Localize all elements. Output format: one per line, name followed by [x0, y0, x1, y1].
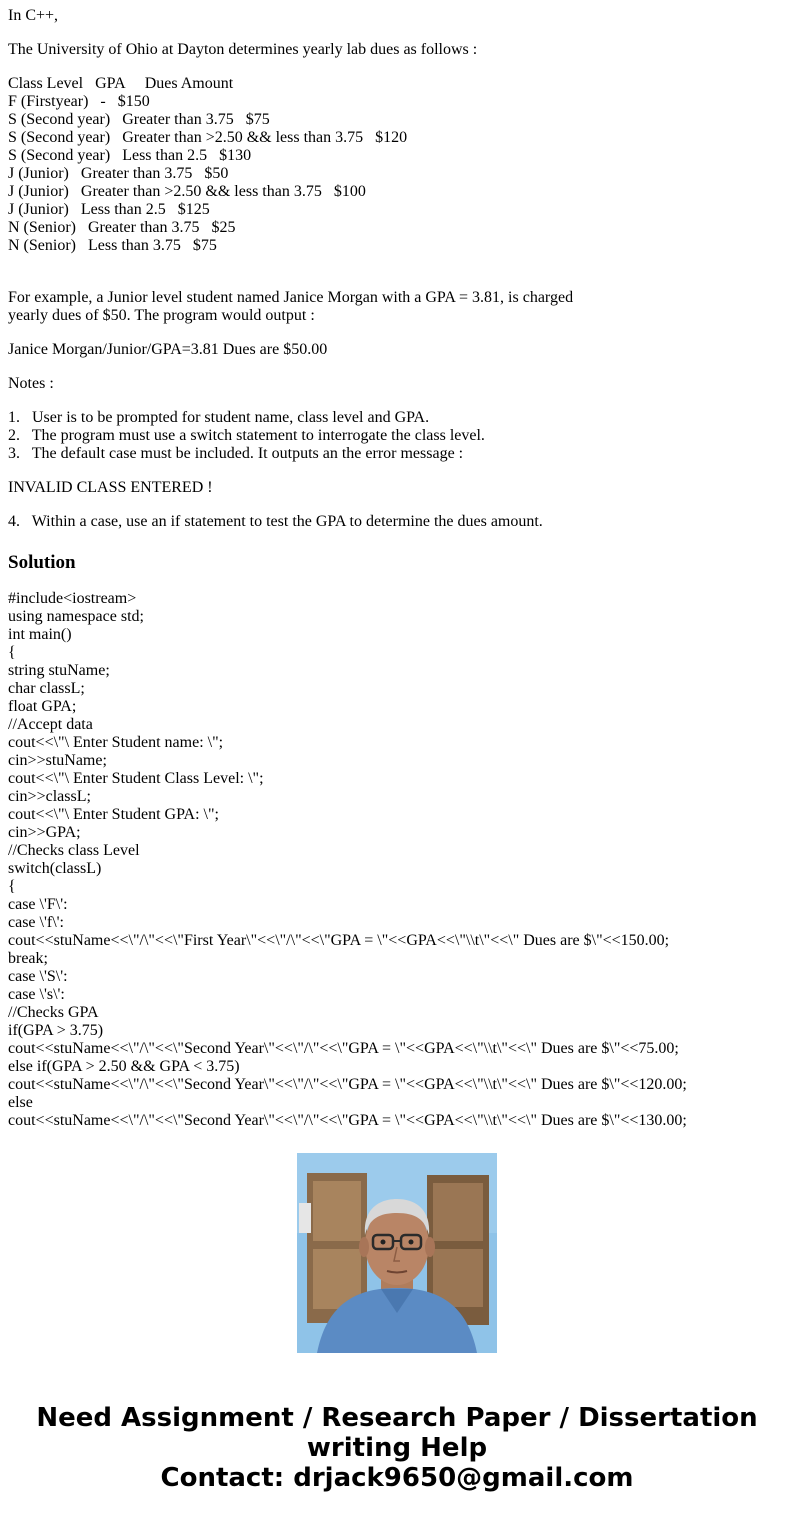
- table-line: S (Second year) Greater than 3.75 $75: [8, 111, 270, 128]
- note-item: 1. User is to be prompted for student name, class level and GPA.: [8, 409, 430, 426]
- example-paragraph: [8, 289, 788, 325]
- table-line: S (Second year) Less than 2.5 $130: [8, 147, 252, 164]
- example-output: Janice Morgan/Junior/GPA=3.81 Dues are $50.00: [8, 341, 328, 358]
- table-line: J (Junior) Greater than >2.50 && less than 3.75 $100: [8, 183, 366, 200]
- code-line: cin>>stuName;: [8, 752, 107, 769]
- table-line: J (Junior) Greater than 3.75 $50: [8, 165, 229, 182]
- code-line: cin>>GPA;: [8, 824, 81, 841]
- solution-heading: Solution: [8, 552, 76, 573]
- table-line: Class Level GPA Dues Amount: [8, 75, 234, 92]
- note-4: 4. Within a case, use an if statement to test the GPA to determine the dues amount.: [8, 513, 543, 530]
- code-line: string stuName;: [8, 662, 110, 679]
- code-line: switch(classL): [8, 860, 102, 877]
- table-line: S (Second year) Greater than >2.50 && less than 3.75 $120: [8, 129, 408, 146]
- note-item: 2. The program must use a switch statement to interrogate the class level.: [8, 427, 485, 444]
- code-line: {: [8, 878, 16, 895]
- code-line: #include<iostream>: [8, 590, 137, 607]
- code-line: if(GPA > 3.75): [8, 1022, 104, 1039]
- code-line: using namespace std;: [8, 608, 144, 625]
- notes-list: [8, 409, 788, 463]
- code-line: {: [8, 644, 16, 661]
- table-line: N (Senior) Less than 3.75 $75: [8, 237, 217, 254]
- code-line: cout<<\"\ Enter Student GPA: \";: [8, 806, 219, 823]
- code-line: else: [8, 1094, 33, 1111]
- code-line: cout<<stuName<<\"/\"<<\"Second Year\"<<\"/\"<<\"GPA = \"<<GPA<<\"\\t\"<<\" Dues are $\"<<75.00;: [8, 1040, 679, 1057]
- spacer: [8, 271, 788, 289]
- example-line: yearly dues of $50. The program would output :: [8, 307, 315, 324]
- table-line: J (Junior) Less than 2.5 $125: [8, 201, 210, 218]
- error-message: INVALID CLASS ENTERED !: [8, 479, 213, 496]
- code-line: int main(): [8, 626, 72, 643]
- code-line: case \'F\':: [8, 896, 68, 913]
- promo-contact: Contact: drjack9650@gmail.com: [160, 1463, 634, 1493]
- intro-text: In C++,: [8, 7, 59, 24]
- promo-banner: [0, 1403, 794, 1493]
- main-content: [8, 7, 788, 1129]
- note-item: 3. The default case must be included. It outputs an the error message :: [8, 445, 464, 462]
- problem-description: The University of Ohio at Dayton determines yearly lab dues as follows :: [8, 41, 478, 58]
- code-line: break;: [8, 950, 48, 967]
- solution-code: [8, 590, 788, 1129]
- code-line: cout<<\"\ Enter Student Class Level: \";: [8, 770, 264, 787]
- code-line: char classL;: [8, 680, 85, 697]
- code-line: cin>>classL;: [8, 788, 91, 805]
- code-line: float GPA;: [8, 698, 77, 715]
- code-line: cout<<stuName<<\"/\"<<\"Second Year\"<<\"/\"<<\"GPA = \"<<GPA<<\"\\t\"<<\" Dues are $\"<<130.00;: [8, 1112, 687, 1129]
- code-line: case \'s\':: [8, 986, 65, 1003]
- example-line: For example, a Junior level student named Janice Morgan with a GPA = 3.81, is charged: [8, 289, 574, 306]
- code-line: case \'f\':: [8, 914, 64, 931]
- code-line: cout<<stuName<<\"/\"<<\"First Year\"<<\"/\"<<\"GPA = \"<<GPA<<\"\\t\"<<\" Dues are $\"<<150.00;: [8, 932, 670, 949]
- code-line: //Checks GPA: [8, 1004, 99, 1021]
- notes-title: Notes :: [8, 375, 54, 392]
- code-line: //Accept data: [8, 716, 93, 733]
- code-line: //Checks class Level: [8, 842, 140, 859]
- table-line: N (Senior) Greater than 3.75 $25: [8, 219, 236, 236]
- author-avatar: [297, 1153, 497, 1353]
- promo-line-2: writing Help: [306, 1433, 488, 1463]
- table-line: F (Firstyear) - $150: [8, 93, 150, 110]
- dues-table: [8, 75, 788, 255]
- promo-line-1: Need Assignment / Research Paper / Dissertation: [36, 1403, 758, 1433]
- code-line: cout<<stuName<<\"/\"<<\"Second Year\"<<\"/\"<<\"GPA = \"<<GPA<<\"\\t\"<<\" Dues are $\"<<120.00;: [8, 1076, 687, 1093]
- code-line: case \'S\':: [8, 968, 68, 985]
- person-portrait-image: [297, 1153, 497, 1353]
- code-line: cout<<\"\ Enter Student name: \";: [8, 734, 224, 751]
- code-line: else if(GPA > 2.50 && GPA < 3.75): [8, 1058, 240, 1075]
